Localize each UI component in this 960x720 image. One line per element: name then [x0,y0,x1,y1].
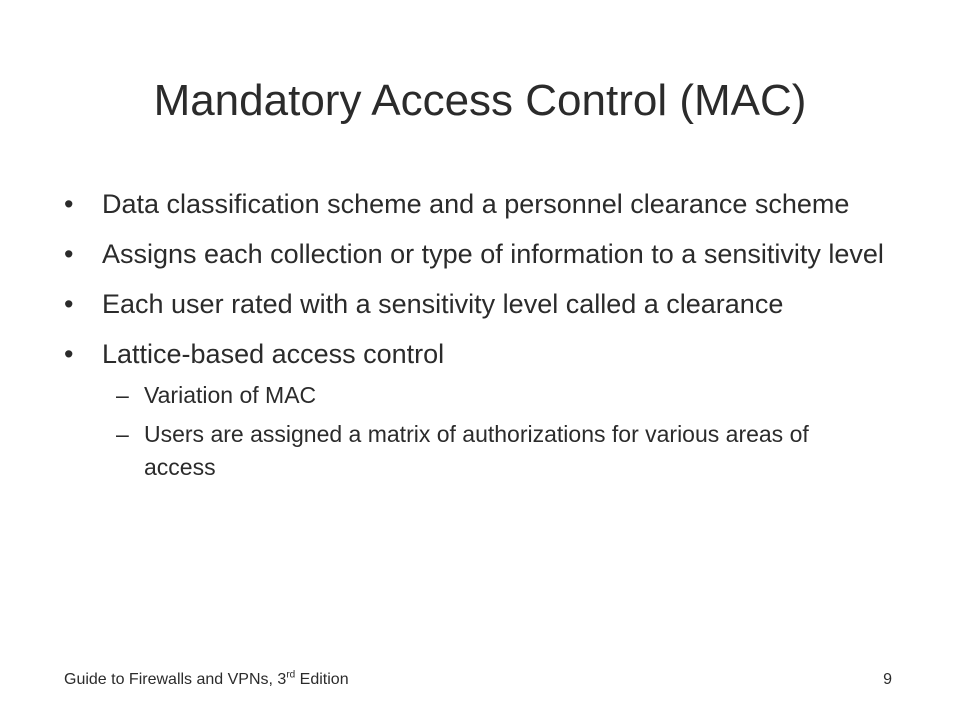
bullet-text: Assigns each collection or type of information to a sensitivity level [102,239,884,269]
bullet-item [64,286,884,323]
bullet-text: Data classification scheme and a personnel clearance scheme [102,189,850,219]
bullet-dot-icon: • [64,239,74,269]
bullet-item [64,236,884,273]
sub-bullet-item [64,379,884,412]
sub-bullet-text: Variation of MAC [144,382,317,408]
bullet-list [64,186,884,490]
bullet-text: Each user rated with a sensitivity level called a clearance [102,289,784,319]
bullet-dot-icon: • [64,339,74,369]
dash-icon: – [116,382,129,408]
footer-title-suffix: Edition [295,671,349,688]
dash-icon: – [116,421,129,447]
sub-bullet-item [64,418,884,484]
footer-book-title [64,670,349,690]
page-number: 9 [883,671,892,688]
bullet-dot-icon: • [64,289,74,319]
footer-title-prefix: Guide to Firewalls and VPNs, 3 [64,671,287,688]
bullet-text: Lattice-based access control [102,339,445,369]
bullet-item [64,186,884,223]
footer-title-superscript: rd [286,669,296,681]
sub-bullet-text: Users are assigned a matrix of authorizations for various areas of access [144,421,809,480]
slide-title: Mandatory Access Control (MAC) [153,76,807,125]
bullet-dot-icon: • [64,189,74,219]
bullet-item [64,336,884,373]
